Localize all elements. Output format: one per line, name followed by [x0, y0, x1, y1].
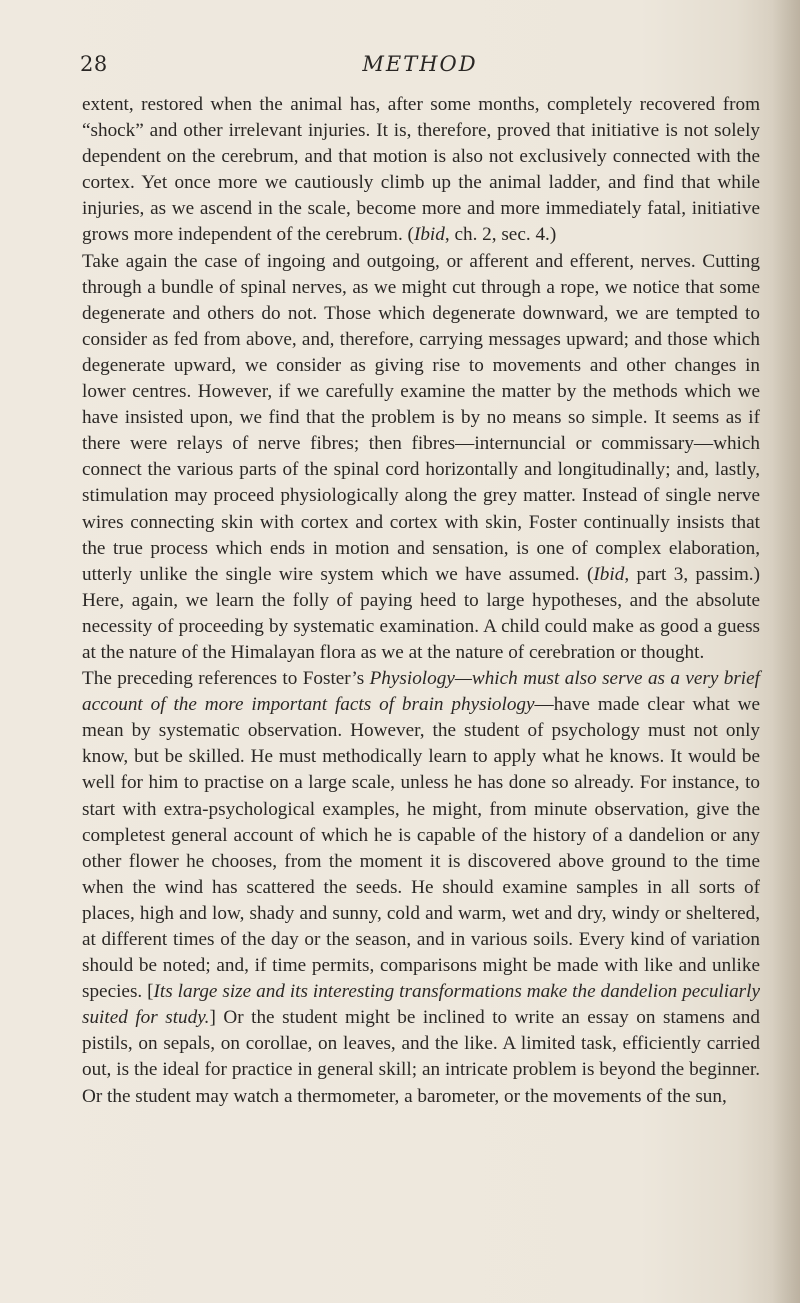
- text-segment: The preceding references to Foster’s: [82, 668, 370, 690]
- text-segment: , ch. 2, sec. 4.): [444, 224, 557, 246]
- paragraph-1: [82, 92, 760, 249]
- text-segment: , part 3, passim.) Here, again, we learn the folly of paying heed to large hypotheses, and the absolute necessity of proceeding by systematic examination. A child could make as good a guess at the nature of the Himalayan flora as we at the nature of cerebration or thought.: [82, 563, 760, 663]
- page-number: 28: [80, 52, 108, 76]
- text-segment-italic: Ibid: [593, 563, 625, 585]
- running-head: METHOD: [362, 52, 478, 76]
- text-segment-italic: Ibid: [413, 224, 445, 246]
- text-segment: extent, restored when the animal has, after some months, completely recovered from “shock” and other irrelevant injuries. It is, therefore, proved that initiative is not solely dependent on the cerebrum, and that motion is also not exclusively connected with the cortex. Yet once more we cautiously climb up the animal ladder, and find that while injuries, as we ascend in the scale, become more and more immediately fatal, initiative grows more independent of the cerebrum. (: [82, 94, 760, 246]
- page-edge-shadow: [772, 0, 800, 1303]
- text-segment: —have made clear what we mean by systematic observation. However, the student of psychology must not only know, but be skilled. He must methodically learn to apply what he knows. It would be well for him to practise on a large scale, unless he has done so already. For instance, to start with extra-psychological examples, he might, from minute observation, give the completest general account of which he is capable of the history of a dandelion or any other flower he chooses, from the moment it is discovered above ground to the time when the wind has scattered the seeds. He should examine samples in all sorts of places, high and low, shady and sunny, cold and warm, wet and dry, windy or sheltered, at different times of the day or the season, and in various soils. Every kind of variation should be noted; and, if time permits, comparisons might be made with like and unlike species. [: [82, 694, 760, 1003]
- page-header: [80, 52, 760, 82]
- text-segment-italic: Physiology—which must also serve as a very brief account of the more important facts of brain physiology: [82, 668, 760, 716]
- paragraph-2: [82, 249, 760, 667]
- body-text: [82, 92, 760, 1110]
- paragraph-3: [82, 666, 760, 1110]
- text-segment: ] Or the student might be inclined to write an essay on stamens and pistils, on sepals, on corollae, on leaves, and the like. A limited task, efficiently carried out, is the ideal for practice in general skill; an intricate problem is beyond the beginner. Or the student may watch a thermometer, a barometer, or the movements of the sun,: [82, 1007, 760, 1107]
- text-segment: Take again the case of ingoing and outgoing, or afferent and efferent, nerves. Cutting through a bundle of spinal nerves, as we might cut through a rope, we notice that some degenerate and others do not. Those which degenerate downward, we are tempted to consider as fed from above, and, therefore, carrying messages upward; and those which degenerate upward, we consider as giving rise to movements and other changes in lower centres. However, if we carefully examine the matter by the methods which we have insisted upon, we find that the problem is by no means so simple. It seems as if there were relays of nerve fibres; then fibres—internuncial or commissary—which connect the various parts of the spinal cord horizontally and longitudinally; and, lastly, stimulation may proceed physiologically along the grey matter. Instead of single nerve wires connecting skin with cortex and cortex with skin, Foster continually insists that the true process which ends in motion and sensation, is one of complex elaboration, utterly unlike the single wire system which we have assumed. (: [82, 250, 760, 585]
- text-segment-italic: Its large size and its interesting transformations make the dandelion peculiarly suited for study.: [82, 981, 760, 1029]
